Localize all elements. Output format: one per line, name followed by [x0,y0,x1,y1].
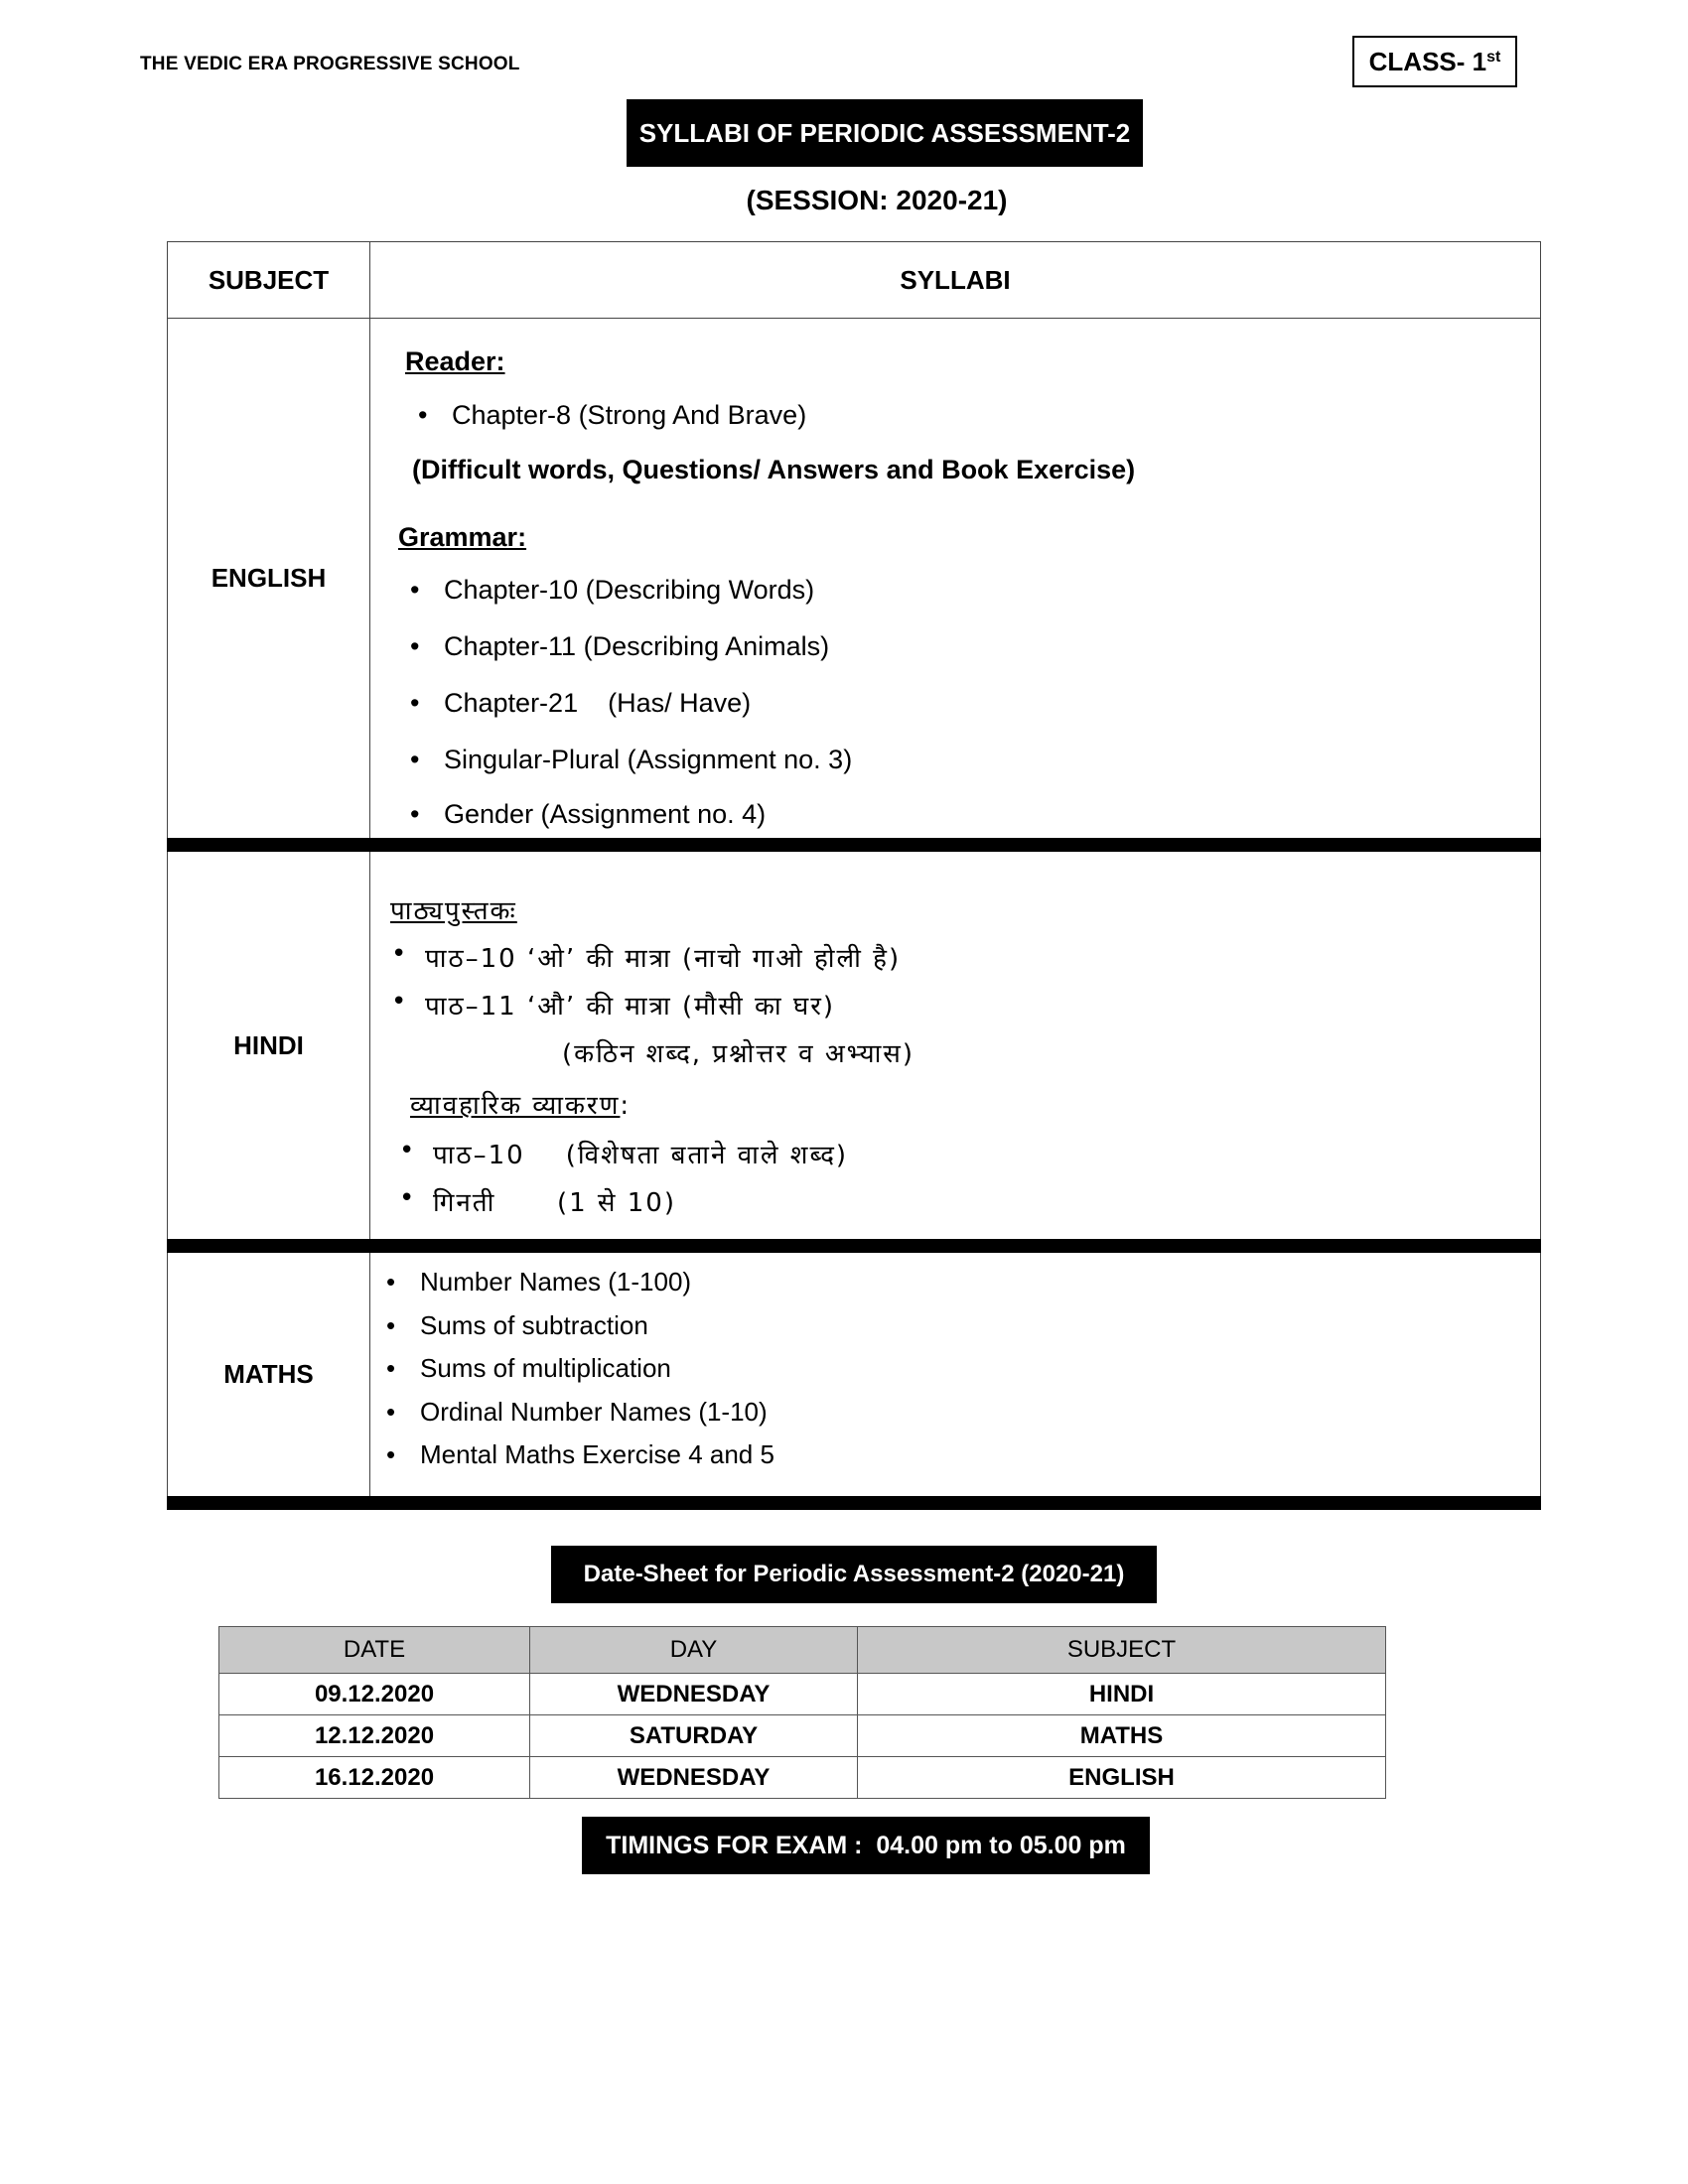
textbook-heading: पाठ्यपुस्तकः [390,896,517,926]
class-label [1352,36,1517,87]
maths-subject: MATHS [168,1246,370,1503]
hindi-grammar-colon: : [620,1091,632,1121]
maths-row [168,1246,1541,1503]
english-row [168,319,1541,846]
grammar-item: • Gender (Assignment no. 4) [444,799,766,830]
maths-item: • Sums of multiplication [420,1353,671,1384]
hindi-grammar-item: • गिनती (1 से 10) [433,1183,676,1219]
table-row [219,1715,1386,1757]
grammar-item: • Chapter-11 (Describing Animals) [444,631,829,662]
maths-syllabus [370,1246,1541,1503]
grammar-item: • Singular-Plural (Assignment no. 3) [444,745,852,775]
grammar-heading: Grammar: [398,522,527,552]
textbook-item: • पाठ–10 ‘ओ’ की मात्रा (नाचो गाओ होली है) [425,939,901,975]
textbook-note: (कठिन शब्द, प्रश्नोत्तर व अभ्यास) [562,1039,915,1069]
english-subject: ENGLISH [168,319,370,846]
date-header: DATE [219,1627,530,1674]
school-name: THE VEDIC ERA PROGRESSIVE SCHOOL [140,54,520,74]
reader-item: • Chapter-8 (Strong And Brave) [452,400,806,431]
reader-note: (Difficult words, Questions/ Answers and Book Exercise) [412,455,1136,484]
date-cell: 12.12.2020 [219,1715,530,1757]
hindi-row [168,845,1541,1246]
syllabus-table [167,241,1541,1510]
hindi-grammar-heading-text: व्यावहारिक व्याकरण [410,1091,621,1121]
hindi-grammar-item: • पाठ–10 (विशेषता बताने वाले शब्द) [433,1136,848,1171]
reader-heading: Reader: [405,346,505,376]
textbook-item: • पाठ–11 ‘औ’ की मात्रा (मौसी का घर) [425,987,835,1023]
table-row [219,1757,1386,1799]
session-label: (SESSION: 2020-21) [746,185,1008,215]
hindi-grammar-heading [410,1086,631,1122]
datesheet-table [218,1626,1386,1799]
exam-timings: TIMINGS FOR EXAM : 04.00 pm to 05.00 pm [582,1817,1150,1874]
grammar-item: • Chapter-21 (Has/ Have) [444,688,751,719]
date-cell: 16.12.2020 [219,1757,530,1799]
day-header: DAY [530,1627,858,1674]
maths-item: • Mental Maths Exercise 4 and 5 [420,1439,774,1470]
grammar-item: • Chapter-10 (Describing Words) [444,575,814,606]
subject-cell: HINDI [858,1674,1386,1715]
hindi-subject: HINDI [168,845,370,1246]
day-cell: SATURDAY [530,1715,858,1757]
day-cell: WEDNESDAY [530,1674,858,1715]
english-syllabus [370,319,1541,846]
day-cell: WEDNESDAY [530,1757,858,1799]
subject-cell: MATHS [858,1715,1386,1757]
class-label-text: CLASS- 1 [1368,46,1487,76]
datesheet-header-row [219,1627,1386,1674]
datesheet-title: Date-Sheet for Periodic Assessment-2 (2020-21) [551,1546,1157,1603]
date-cell: 09.12.2020 [219,1674,530,1715]
subject-cell: ENGLISH [858,1757,1386,1799]
subject-header: SUBJECT [168,242,370,319]
subject-header: SUBJECT [858,1627,1386,1674]
maths-item: • Sums of subtraction [420,1310,648,1341]
table-row [219,1674,1386,1715]
class-suffix: st [1486,49,1501,66]
maths-item: • Number Names (1-100) [420,1267,691,1297]
syllabi-header: SYLLABI [370,242,1541,319]
syllabus-header-row [168,242,1541,319]
maths-item: • Ordinal Number Names (1-10) [420,1397,768,1428]
hindi-syllabus [370,845,1541,1246]
page-title: SYLLABI OF PERIODIC ASSESSMENT-2 [627,99,1143,167]
